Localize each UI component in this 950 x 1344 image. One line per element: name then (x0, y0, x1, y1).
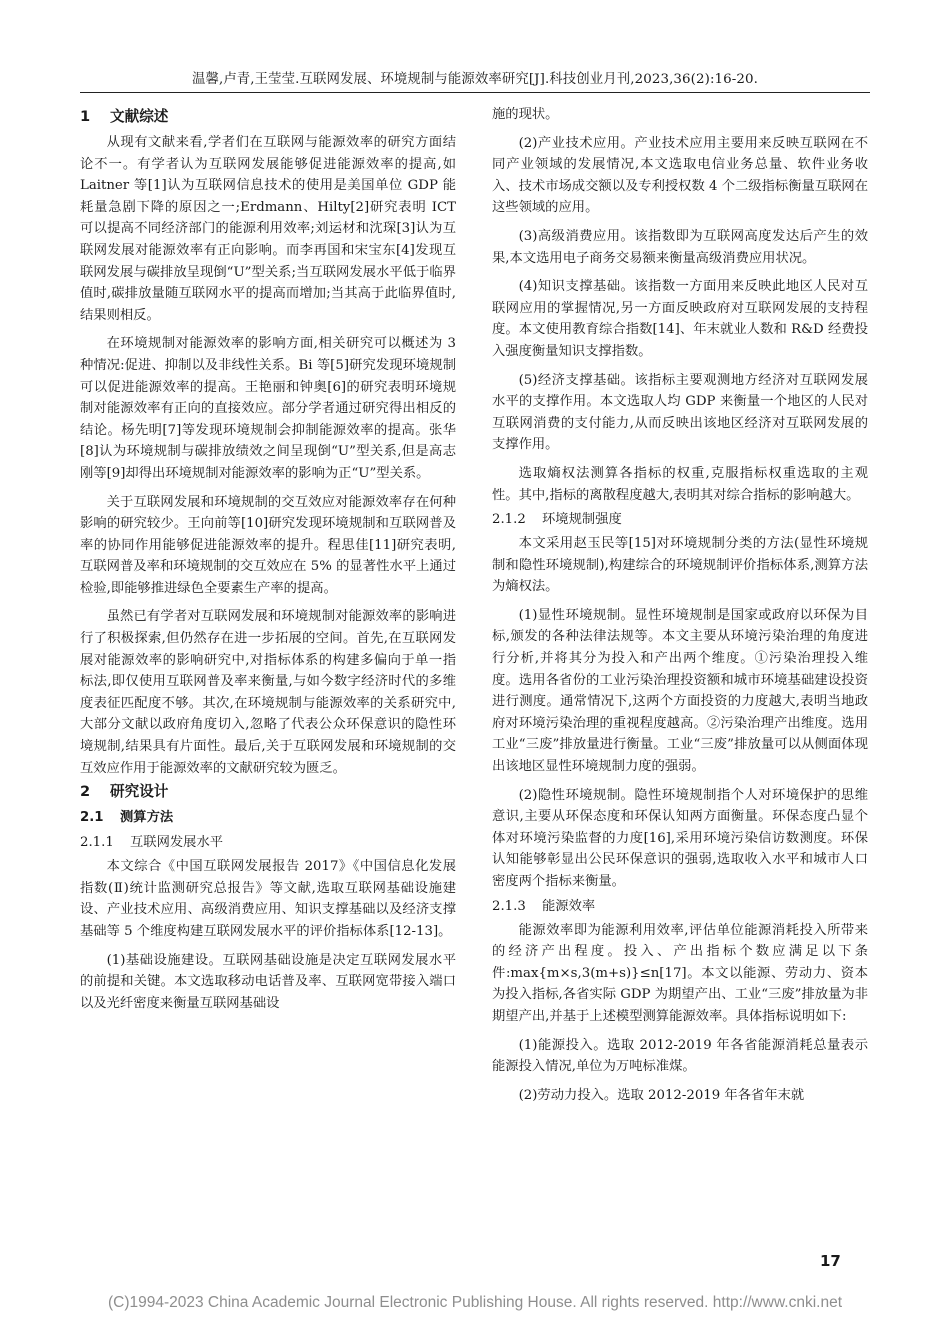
paragraph: 虽然已有学者对互联网发展和环境规制对能源效率的影响进行了积极探索,但仍然存在进一步拓展的空间。首先,在互联网发展对能源效率的影响研究中,对指标体系的构建多偏向于单一指标法,即仅使用互联网普及率来衡量,与如今数字经济时代的多维度表征匹配度不够。其次,在环境规制与能源效率的关系研究中,大部分文献以政府角度切入,忽略了代表公众环保意识的隐性环境规制,结果具有片面性。最后,关于互联网发展和环境规制的交互效应作用于能源效率的文献研究较为匮乏。 (80, 609, 456, 776)
right-column (492, 104, 868, 1106)
paragraph: 关于互联网发展和环境规制的交互效应对能源效率存在何种影响的研究较少。王向前等[10]研究发现环境规制和互联网普及率的协同作用能够促进能源效率的提升。程思佳[11]研究表明,互联网普及率和环境规制的交互效应在 5% 的显著性水平上通过检验,即能够推进绿色全要素生产率的提高。 (80, 494, 456, 596)
left-column (80, 104, 456, 1014)
paragraph: 本文采用赵玉民等[15]对环境规制分类的方法(显性环境规制和隐性环境规制),构建综合的环境规制评价指标体系,测算方法为熵权法。 (492, 536, 868, 595)
header-citation: 温馨,卢青,王莹莹.互联网发展、环境规制与能源效率研究[J].科技创业月刊,2023,36(2):16-20. (191, 72, 759, 87)
section-title: 文献综述 (110, 108, 169, 125)
paragraph: 施的现状。 (492, 107, 559, 122)
paragraph: (1)显性环境规制。显性环境规制是国家或政府以环保为目标,颁发的各种法律法规等。本文主要从环境污染治理的角度进行分析,并将其分为投入和产出两个维度。①污染治理投入维度。选用各省份的工业污染治理投资额和城市环境基础建设投资进行测度。通常情况下,这两个方面投资的力度越大,表明当地政府对环境污染治理的重视程度越高。②污染治理产出维度。选用工业“三废”排放量进行衡量。工业“三废”排放量可以从侧面体现出该地区显性环境规制力度的强弱。 (492, 607, 868, 775)
paragraph: 本文综合《中国互联网发展报告 2017》《中国信息化发展指数(Ⅱ)统计监测研究总报告》等文献,选取互联网基础设施建设、产业技术应用、高级消费应用、知识支撑基础以及经济支撑基础等 5 个维度构建互联网发展水平的评价指标体系[12-13]。 (80, 859, 456, 939)
paragraph: 能源效率即为能源利用效率,评估单位能源消耗投入所带来的经济产出程度。投入、产出指标个数应满足以下条件:max{m×s,3(m+s)}≤n[17]。本文以能源、劳动力、资本为投入指标,各省实际 GDP 为期望产出、工业“三废”排放量为非期望产出,并基于上述模型测算能源效率。具体指标说明如下: (492, 922, 868, 1024)
subsection-title: 能源效率 (542, 898, 596, 914)
paragraph: 在环境规制对能源效率的影响方面,相关研究可以概述为 3 种情况:促进、抑制以及非线性关系。Bi 等[5]研究发现环境规制可以促进能源效率的提高。王艳丽和钟奥[6]的研究表明环境规制对能源效率有正向的直接效应。部分学者通过研究得出相反的结论。杨先明[7]等发现环境规制会抑制能源效率的提高。张华[8]认为环境规制与碳排放绩效之间呈现倒“U”型关系,但是高志刚等[9]却得出环境规制对能源效率的影响为正“U”型关系。 (80, 336, 456, 481)
section-number: 1 (80, 108, 91, 125)
paragraph: (5)经济支撑基础。该指标主要观测地方经济对互联网发展水平的支撑作用。本文选取人均 GDP 来衡量一个地区的人民对互联网消费的支付能力,从而反映出该地区经济对互联网发展的支撑作用。 (492, 372, 868, 453)
subsection-number: 2.1.3 (492, 898, 526, 914)
subsection-heading-2-1-2 (492, 508, 868, 531)
paragraph: 选取熵权法测算各指标的权重,克服指标权重选取的主观性。其中,指标的离散程度越大,表明其对综合指标的影响越大。 (492, 465, 868, 503)
subsection-heading-2-1-3 (492, 895, 868, 918)
header-rule (80, 92, 870, 93)
subsection-number: 2.1 (80, 810, 104, 826)
section-number: 2 (80, 783, 91, 801)
paragraph: (2)产业技术应用。产业技术应用主要用来反映互联网在不同产业领域的发展情况,本文选取电信业务总量、软件业务收入、技术市场成交额以及专利授权数 4 个二级指标衡量互联网在这些领域的应用。 (492, 135, 868, 216)
paragraph: (3)高级消费应用。该指数即为互联网高度发达后产生的效果,本文选用电子商务交易额来衡量高级消费应用状况。 (492, 228, 868, 266)
paragraph: (2)隐性环境规制。隐性环境规制指个人对环境保护的思维意识,主要从环保态度和环保认知两方面衡量。环保态度凸显个体对环境污染监督的力度[16],采用环境污染信访数测度。环保认知能够彰显出公民环保意识的强弱,选取收入水平和城市人口密度两个指标来衡量。 (492, 787, 868, 889)
subsection-title: 环境规制强度 (542, 512, 622, 528)
subsection-number: 2.1.1 (80, 835, 114, 851)
subsection-number: 2.1.2 (492, 512, 526, 528)
subsection-title: 测算方法 (120, 810, 174, 826)
paragraph: (2)劳动力投入。选取 2012-2019 年各省年末就 (518, 1087, 805, 1103)
paragraph: 从现有文献来看,学者们在互联网与能源效率的研究方面结论不一。有学者认为互联网发展能够促进能源效率的提高,如 Laitner 等[1]认为互联网信息技术的使用是美国单位 GDP 能耗量急剧下降的原因之一;Erdmann、Hilty[2]研究表明 ICT 可以提高不同经济部门的能源利用效率;刘运材和沈琛[3]认为互联网发展对能源效率有正向影响。而李再国和宋宝东[4]发现互联网发展与碳排放呈现倒“U”型关系;当互联网发展水平低于临界值时,碳排放量随互联网水平的提高而增加;当其高于此临界值时,结果则相反。 (80, 135, 456, 323)
page-number: 17 (820, 1252, 841, 1270)
footer-copyright: (C)1994-2023 China Academic Journal Electronic Publishing House. All rights reserved. http://www.cnki.net (107, 1294, 843, 1311)
section-title: 研究设计 (110, 783, 169, 801)
section-heading-2 (80, 780, 456, 804)
section-heading-1 (80, 105, 456, 129)
subsection-heading-2-1-1 (80, 831, 456, 854)
paragraph: (4)知识支撑基础。该指数一方面用来反映此地区人民对互联网应用的掌握情况,另一方面反映政府对互联网发展的支持程度。本文使用教育综合指数[14]、年末就业人数和 R&D 经费投入强度衡量知识支撑指数。 (492, 279, 868, 359)
subsection-heading-2-1 (80, 807, 456, 829)
subsection-title: 互联网发展水平 (130, 835, 224, 851)
paragraph: (1)基础设施建设。互联网基础设施是决定互联网发展水平的前提和关键。本文选取移动电话普及率、互联网宽带接入端口以及光纤密度来衡量互联网基础设 (80, 952, 456, 1011)
paragraph: (1)能源投入。选取 2012-2019 年各省能源消耗总量表示能源投入情况,单位为万吨标准煤。 (492, 1037, 868, 1075)
